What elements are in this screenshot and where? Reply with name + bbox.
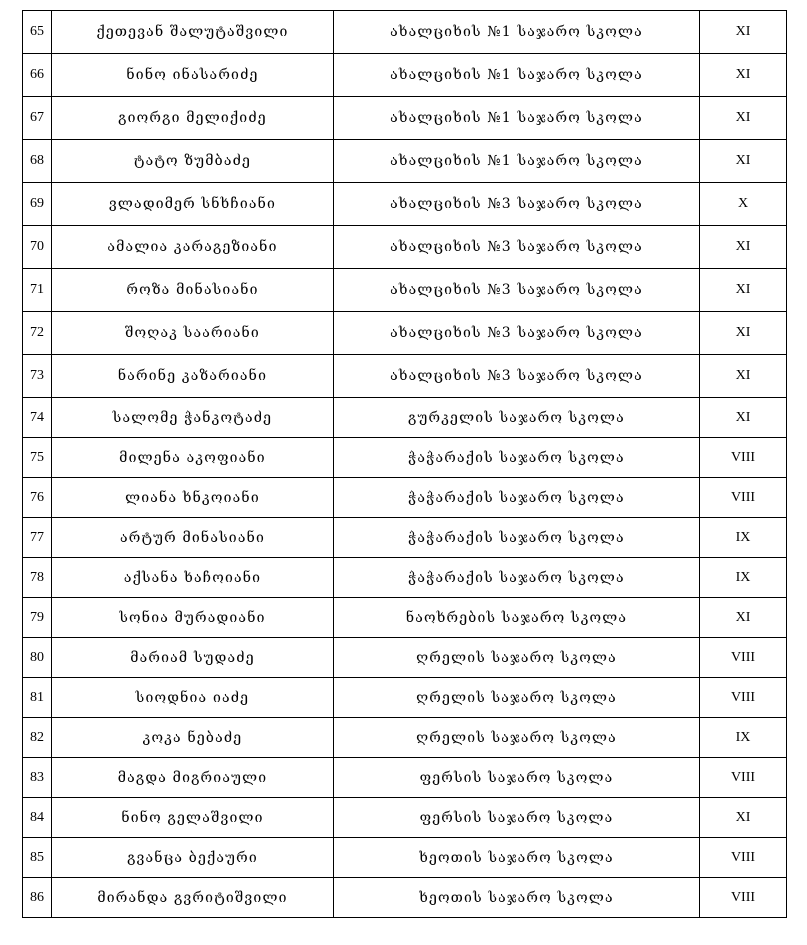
- grade: IX: [700, 718, 787, 758]
- grade: VIII: [700, 638, 787, 678]
- student-name: არტურ მინასიანი: [52, 518, 334, 558]
- student-name: ლიანა ხნკოიანი: [52, 478, 334, 518]
- table-row: [23, 678, 787, 718]
- table-row: [23, 398, 787, 438]
- row-number: 71: [23, 269, 52, 312]
- row-number: 77: [23, 518, 52, 558]
- student-name: ნარინე კაზარიანი: [52, 355, 334, 398]
- table-row: [23, 758, 787, 798]
- grade: VIII: [700, 838, 787, 878]
- school-name: ღრელის საჯარო სკოლა: [334, 718, 700, 758]
- school-name: ჭაჭარაქის საჯარო სკოლა: [334, 518, 700, 558]
- row-number: 70: [23, 226, 52, 269]
- student-name: სიოდნია იაძე: [52, 678, 334, 718]
- table-row: [23, 355, 787, 398]
- grade: XI: [700, 312, 787, 355]
- grade: XI: [700, 97, 787, 140]
- row-number: 86: [23, 878, 52, 918]
- table-row: [23, 598, 787, 638]
- school-name: ღრელის საჯარო სკოლა: [334, 678, 700, 718]
- table-row: [23, 638, 787, 678]
- grade: XI: [700, 54, 787, 97]
- participant-table: [22, 10, 787, 918]
- student-name: მაგდა მიგრიაული: [52, 758, 334, 798]
- school-name: ახალციხის №3 საჯარო სკოლა: [334, 226, 700, 269]
- student-name: ქეთევან შალუტაშვილი: [52, 11, 334, 54]
- school-name: ახალციხის №3 საჯარო სკოლა: [334, 183, 700, 226]
- grade: VIII: [700, 758, 787, 798]
- grade: XI: [700, 598, 787, 638]
- table-row: [23, 838, 787, 878]
- table-row: [23, 718, 787, 758]
- row-number: 84: [23, 798, 52, 838]
- school-name: ახალციხის №1 საჯარო სკოლა: [334, 11, 700, 54]
- school-name: ახალციხის №1 საჯარო სკოლა: [334, 140, 700, 183]
- school-name: ნაოხრების საჯარო სკოლა: [334, 598, 700, 638]
- row-number: 66: [23, 54, 52, 97]
- school-name: ხეოთის საჯარო სკოლა: [334, 838, 700, 878]
- row-number: 72: [23, 312, 52, 355]
- school-name: გურკელის საჯარო სკოლა: [334, 398, 700, 438]
- row-number: 76: [23, 478, 52, 518]
- table-row: [23, 798, 787, 838]
- student-name: მირანდა გვრიტიშვილი: [52, 878, 334, 918]
- row-number: 85: [23, 838, 52, 878]
- student-name: მარიამ სუდაძე: [52, 638, 334, 678]
- student-name: ტატო ზუმბაძე: [52, 140, 334, 183]
- grade: IX: [700, 558, 787, 598]
- school-name: ჭაჭარაქის საჯარო სკოლა: [334, 438, 700, 478]
- school-name: ახალციხის №3 საჯარო სკოლა: [334, 312, 700, 355]
- grade: XI: [700, 798, 787, 838]
- school-name: ფერსის საჯარო სკოლა: [334, 798, 700, 838]
- grade: XI: [700, 269, 787, 312]
- table-row: [23, 11, 787, 54]
- school-name: ახალციხის №1 საჯარო სკოლა: [334, 54, 700, 97]
- student-name: სალომე ჭანკოტაძე: [52, 398, 334, 438]
- table-row: [23, 140, 787, 183]
- table-row: [23, 878, 787, 918]
- table-row: [23, 438, 787, 478]
- student-name: გიორგი მელიქიძე: [52, 97, 334, 140]
- row-number: 67: [23, 97, 52, 140]
- grade: XI: [700, 140, 787, 183]
- participant-table-body: [23, 11, 787, 918]
- row-number: 75: [23, 438, 52, 478]
- student-name: შოღაკ საარიანი: [52, 312, 334, 355]
- table-row: [23, 226, 787, 269]
- school-name: ახალციხის №3 საჯარო სკოლა: [334, 355, 700, 398]
- table-row: [23, 478, 787, 518]
- grade: IX: [700, 518, 787, 558]
- student-name: მილენა აკოფიანი: [52, 438, 334, 478]
- grade: VIII: [700, 878, 787, 918]
- grade: VIII: [700, 478, 787, 518]
- student-name: ნინო ინასარიძე: [52, 54, 334, 97]
- table-row: [23, 54, 787, 97]
- school-name: ახალციხის №3 საჯარო სკოლა: [334, 269, 700, 312]
- grade: XI: [700, 226, 787, 269]
- school-name: ღრელის საჯარო სკოლა: [334, 638, 700, 678]
- student-name: ვლადიმერ სნხჩიანი: [52, 183, 334, 226]
- table-row: [23, 97, 787, 140]
- school-name: ახალციხის №1 საჯარო სკოლა: [334, 97, 700, 140]
- participant-table-page: [22, 10, 787, 918]
- student-name: კოკა ნებაძე: [52, 718, 334, 758]
- table-row: [23, 183, 787, 226]
- row-number: 82: [23, 718, 52, 758]
- row-number: 80: [23, 638, 52, 678]
- school-name: ფერსის საჯარო სკოლა: [334, 758, 700, 798]
- table-row: [23, 269, 787, 312]
- row-number: 73: [23, 355, 52, 398]
- grade: X: [700, 183, 787, 226]
- school-name: ხეოთის საჯარო სკოლა: [334, 878, 700, 918]
- school-name: ჭაჭარაქის საჯარო სკოლა: [334, 478, 700, 518]
- student-name: ამალია კარაგეზიანი: [52, 226, 334, 269]
- grade: XI: [700, 355, 787, 398]
- row-number: 81: [23, 678, 52, 718]
- student-name: ნინო გელაშვილი: [52, 798, 334, 838]
- table-row: [23, 518, 787, 558]
- grade: VIII: [700, 438, 787, 478]
- row-number: 65: [23, 11, 52, 54]
- student-name: როზა მინასიანი: [52, 269, 334, 312]
- student-name: გვანცა ბექაური: [52, 838, 334, 878]
- grade: VIII: [700, 678, 787, 718]
- row-number: 69: [23, 183, 52, 226]
- student-name: სონია მურადიანი: [52, 598, 334, 638]
- student-name: აქსანა ხაჩოიანი: [52, 558, 334, 598]
- row-number: 78: [23, 558, 52, 598]
- row-number: 83: [23, 758, 52, 798]
- grade: XI: [700, 11, 787, 54]
- table-row: [23, 312, 787, 355]
- grade: XI: [700, 398, 787, 438]
- school-name: ჭაჭარაქის საჯარო სკოლა: [334, 558, 700, 598]
- row-number: 79: [23, 598, 52, 638]
- row-number: 68: [23, 140, 52, 183]
- table-row: [23, 558, 787, 598]
- row-number: 74: [23, 398, 52, 438]
